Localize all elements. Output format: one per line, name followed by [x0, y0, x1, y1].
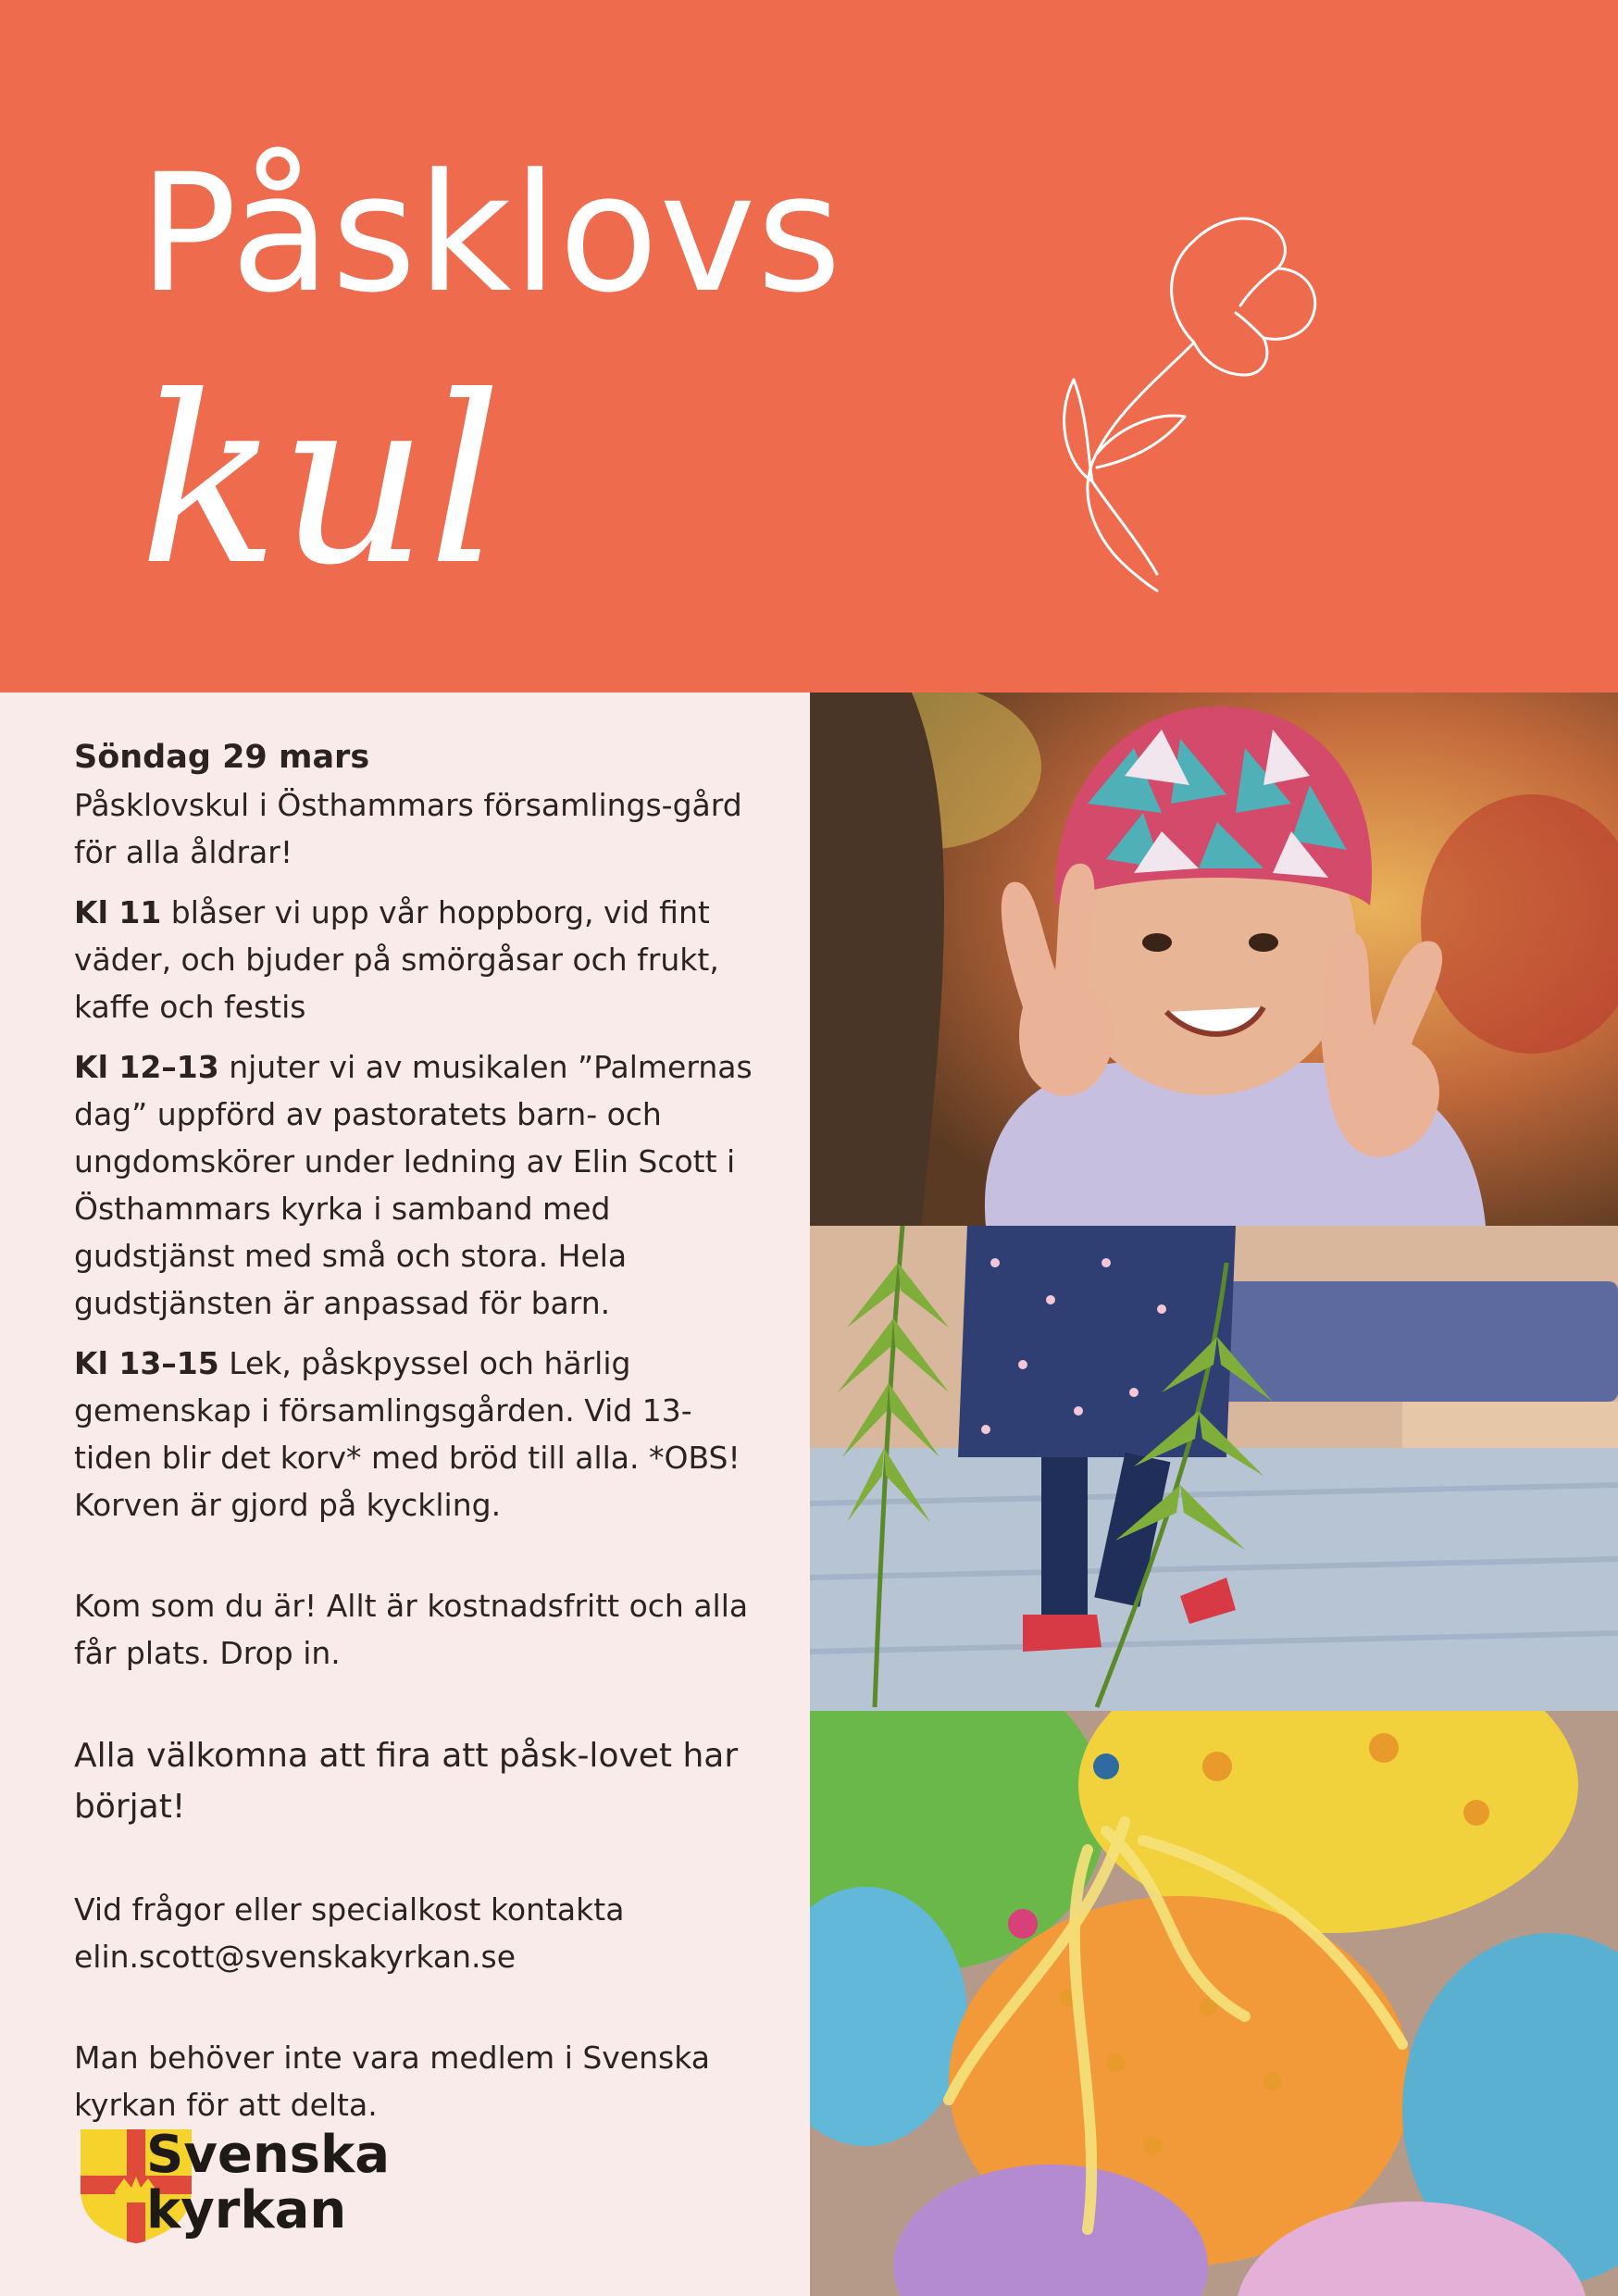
event-intro: Påsklovskul i Östhammars församlings-gård för alla åldrar!	[74, 787, 742, 870]
schedule-item	[74, 1340, 759, 1529]
membership-note: Man behöver inte vara medlem i Svenska kyrkan för att delta.	[74, 2040, 710, 2123]
title-line-1: Påsklovs	[139, 139, 843, 329]
schedule-item	[74, 1043, 759, 1327]
welcome-headline: Alla välkomna att fira att påsk-lovet har börjat!	[74, 1737, 739, 1826]
header-banner	[0, 0, 1618, 693]
title-line-2: kul	[139, 346, 503, 616]
child-palm-leaves-photo	[810, 1226, 1618, 1711]
event-text-column	[74, 733, 759, 2141]
schedule-item	[74, 889, 759, 1030]
schedule-time: Kl 11	[74, 894, 162, 930]
schedule-time: Kl 13–15	[74, 1345, 219, 1381]
easter-eggs-photo	[810, 1711, 1618, 2296]
schedule-time: Kl 12–13	[74, 1049, 219, 1085]
contact-info: Vid frågor eller specialkost kontakta elin.scott@svenskakyrkan.se	[74, 1891, 625, 1975]
schedule-text: njuter vi av musikalen ”Palmernas dag” uppförd av pastoratets barn- och ungdomskörer under ledning av Elin Scott i Östhammars kyrka i samband med gudstjänst med små och stora. Hela gudstjänsten är anpassad för barn.	[74, 1049, 753, 1321]
tulip-outline-icon	[1055, 204, 1324, 593]
child-peace-sign-photo	[810, 693, 1618, 1226]
welcome-note: Kom som du är! Allt är kostnadsfritt och alla får plats. Drop in.	[74, 1588, 749, 1671]
logo-line-2: kyrkan	[146, 2180, 347, 2240]
event-date: Söndag 29 mars	[74, 739, 370, 776]
schedule-text: blåser vi upp vår hoppborg, vid fint väder, och bjuder på smörgåsar och frukt, kaffe och festis	[74, 894, 719, 1025]
schedule-text: Lek, påskpyssel och härlig gemenskap i församlingsgården. Vid 13-tiden blir det korv* med bröd till alla. *OBS! Korven är gjord på kyckling.	[74, 1345, 741, 1523]
logo-line-1: Svenska	[146, 2125, 391, 2185]
svenska-kyrkan-logo-text	[146, 2125, 391, 2240]
